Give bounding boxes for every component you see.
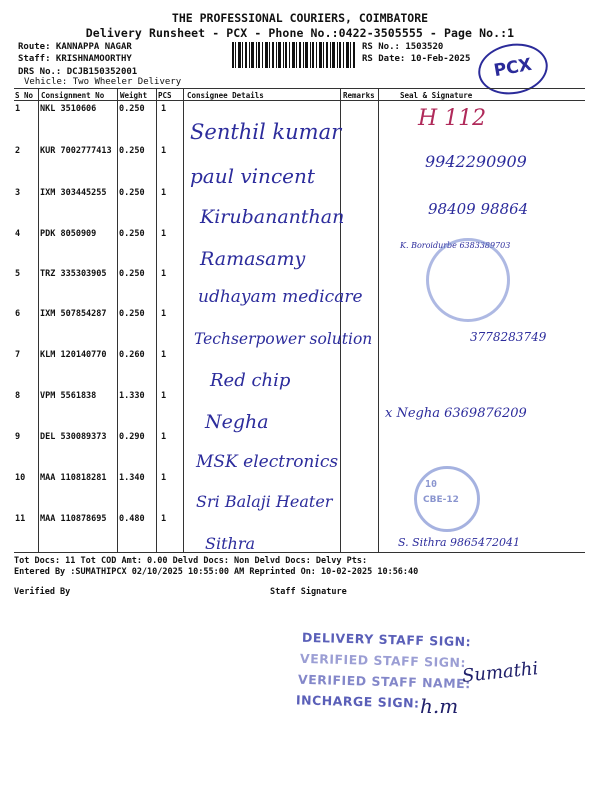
barcode-icon bbox=[232, 42, 356, 68]
row-weight: 0.260 bbox=[119, 350, 145, 360]
row-consignee-handwritten: Ramasamy bbox=[200, 248, 306, 270]
row-sno: 5 bbox=[15, 269, 21, 279]
rs-number: RS No.: 1503520 bbox=[362, 42, 444, 52]
col-header-weight: Weight bbox=[120, 91, 148, 100]
row-consignment: MAA 110878695 bbox=[40, 514, 107, 524]
delivery-staff-sign-stamp: DELIVERY STAFF SIGN: bbox=[301, 629, 472, 650]
row-consignment: MAA 110818281 bbox=[40, 473, 107, 483]
row-weight: 1.340 bbox=[119, 473, 145, 483]
row-weight: 0.250 bbox=[119, 146, 145, 156]
row-sno: 9 bbox=[15, 432, 21, 442]
row-weight: 1.330 bbox=[119, 391, 145, 401]
row-weight: 0.290 bbox=[119, 432, 145, 442]
pcx-stamp: PCX bbox=[474, 38, 552, 99]
row-consignment: PDK 8050909 bbox=[40, 229, 97, 239]
row-weight: 0.250 bbox=[119, 188, 145, 198]
table-header-border bbox=[14, 100, 585, 101]
row-weight: 0.250 bbox=[119, 269, 145, 279]
row-pcs: 1 bbox=[161, 229, 167, 239]
row-sno: 2 bbox=[15, 146, 21, 156]
staff-signature-label: Staff Signature bbox=[270, 587, 347, 597]
row-sno: 10 bbox=[15, 473, 26, 483]
row-pcs: 1 bbox=[161, 104, 167, 114]
company-seal-icon bbox=[426, 238, 510, 322]
totals-line: Tot Docs: 11 Tot COD Amt: 0.00 Delvd Docs: Non Delvd Docs: Delvy Pts: bbox=[14, 556, 368, 566]
row-consignee-handwritten: Senthil kumar bbox=[190, 120, 342, 144]
col-header-seal: Seal & Signature bbox=[400, 91, 473, 100]
row-sno: 1 bbox=[15, 104, 21, 114]
staff-label: Staff: KRISHNAMOORTHY bbox=[18, 54, 132, 64]
col-header-consignment: Consignment No bbox=[41, 91, 105, 100]
row-consignee-handwritten: Sri Balaji Heater bbox=[196, 492, 333, 511]
verified-staff-name-stamp: VERIFIED STAFF NAME: bbox=[297, 671, 471, 692]
row-weight: 0.250 bbox=[119, 104, 145, 114]
column-divider bbox=[117, 88, 118, 552]
column-divider bbox=[183, 88, 184, 552]
row-consignment: NKL 3510606 bbox=[40, 104, 97, 114]
staff-name-handwritten: Sumathi bbox=[461, 658, 540, 687]
row-signature: K. Boroidurbe 6383389703 bbox=[400, 241, 511, 250]
row-consignee-handwritten: udhayam medicare bbox=[198, 287, 363, 307]
row-consignee-handwritten: MSK electronics bbox=[196, 452, 339, 472]
row-weight: 0.250 bbox=[119, 309, 145, 319]
company-seal-icon bbox=[414, 466, 480, 532]
row-consignee-handwritten: Sithra bbox=[205, 534, 255, 553]
row-weight: 0.250 bbox=[119, 229, 145, 239]
seal-code: CBE-12 bbox=[423, 495, 459, 505]
row-consignment: IXM 507854287 bbox=[40, 309, 107, 319]
row-signature: S. Sithra 9865472041 bbox=[398, 536, 520, 549]
row-consignment: VPM 5561838 bbox=[40, 391, 97, 401]
runsheet-subtitle: Delivery Runsheet - PCX - Phone No.:0422-3505555 - Page No.:1 bbox=[85, 26, 515, 40]
row-sno: 3 bbox=[15, 188, 21, 198]
col-header-remarks: Remarks bbox=[343, 91, 375, 100]
incharge-signature-handwritten: h.m bbox=[420, 694, 459, 718]
row-signature: H 112 bbox=[418, 106, 487, 131]
row-weight: 0.480 bbox=[119, 514, 145, 524]
column-divider bbox=[38, 88, 39, 552]
entered-by-line: Entered By :SUMATHIPCX 02/10/2025 10:55:00 AM Reprinted On: 10-02-2025 10:56:40 bbox=[14, 567, 419, 577]
row-consignment: KLM 120140770 bbox=[40, 350, 107, 360]
row-sno: 4 bbox=[15, 229, 21, 239]
row-consignee-handwritten: Kirubananthan bbox=[200, 206, 345, 228]
col-header-sno: S No bbox=[15, 91, 34, 100]
route-label: Route: KANNAPPA NAGAR bbox=[18, 42, 132, 52]
table-bottom-border bbox=[14, 552, 585, 553]
column-divider bbox=[156, 88, 157, 552]
row-consignment: KUR 7002777413 bbox=[40, 146, 112, 156]
row-pcs: 1 bbox=[161, 188, 167, 198]
drs-number: DRS No.: DCJB150352001 bbox=[18, 67, 138, 77]
row-signature: 9942290909 bbox=[425, 152, 527, 171]
column-divider bbox=[340, 88, 341, 552]
row-pcs: 1 bbox=[161, 350, 167, 360]
row-pcs: 1 bbox=[161, 146, 167, 156]
vehicle-label: Vehicle: Two Wheeler Delivery bbox=[24, 77, 182, 87]
row-pcs: 1 bbox=[161, 269, 167, 279]
col-header-pcs: PCS bbox=[158, 91, 172, 100]
row-pcs: 1 bbox=[161, 473, 167, 483]
row-consignment: TRZ 335303905 bbox=[40, 269, 107, 279]
row-sno: 6 bbox=[15, 309, 21, 319]
row-pcs: 1 bbox=[161, 309, 167, 319]
verified-staff-sign-stamp: VERIFIED STAFF SIGN: bbox=[299, 650, 467, 671]
column-divider bbox=[378, 88, 379, 552]
row-signature: 98409 98864 bbox=[428, 200, 529, 218]
row-consignment: DEL 530089373 bbox=[40, 432, 107, 442]
row-consignee-handwritten: Techserpower solution bbox=[194, 330, 373, 348]
company-title: THE PROFESSIONAL COURIERS, COIMBATORE bbox=[171, 11, 429, 25]
seal-number: 10 bbox=[425, 479, 438, 490]
row-pcs: 1 bbox=[161, 432, 167, 442]
row-consignee-handwritten: Negha bbox=[205, 411, 269, 433]
incharge-sign-stamp: INCHARGE SIGN: bbox=[295, 692, 420, 711]
rs-date: RS Date: 10-Feb-2025 bbox=[362, 54, 471, 64]
table-top-border bbox=[14, 88, 585, 89]
row-sno: 11 bbox=[15, 514, 26, 524]
row-pcs: 1 bbox=[161, 514, 167, 524]
row-consignee-handwritten: paul vincent bbox=[190, 164, 315, 188]
row-signature: 3778283749 bbox=[470, 330, 547, 344]
row-sno: 7 bbox=[15, 350, 21, 360]
row-consignee-handwritten: Red chip bbox=[210, 370, 291, 391]
row-sno: 8 bbox=[15, 391, 21, 401]
verified-by-label: Verified By bbox=[14, 587, 71, 597]
col-header-consignee: Consignee Details bbox=[187, 91, 264, 100]
row-consignment: IXM 303445255 bbox=[40, 188, 107, 198]
row-pcs: 1 bbox=[161, 391, 167, 401]
row-signature: x Negha 6369876209 bbox=[385, 406, 527, 421]
